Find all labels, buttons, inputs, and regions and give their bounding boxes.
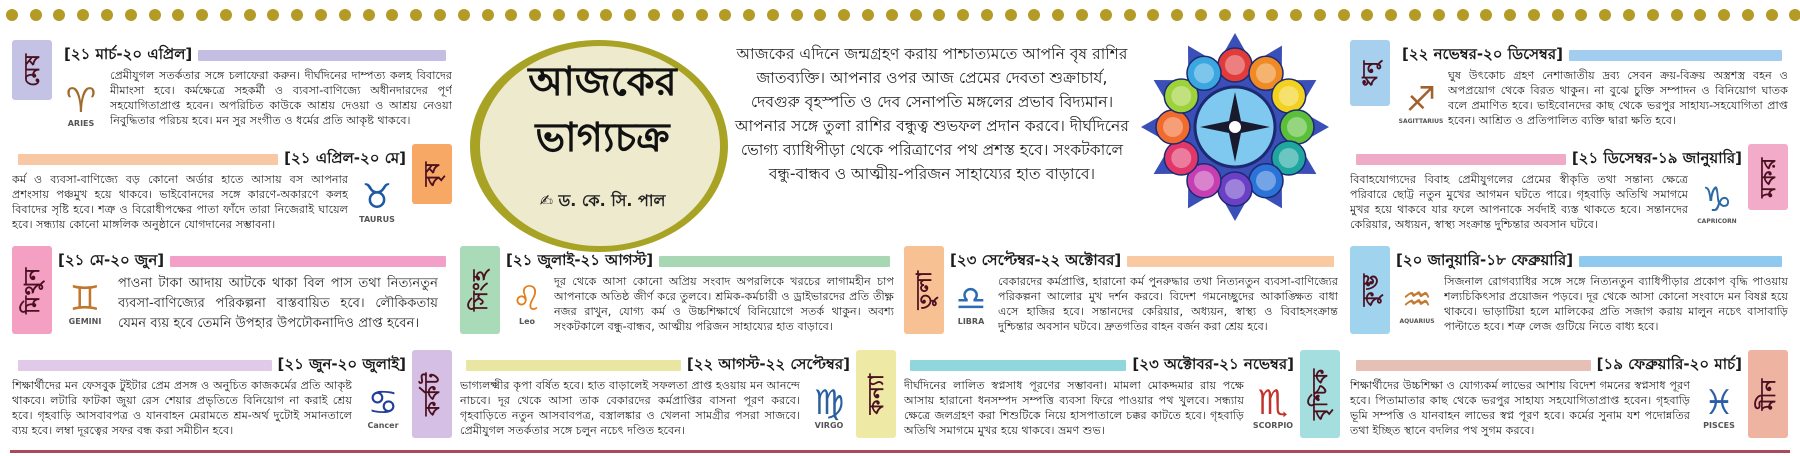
sign-card-karkat <box>12 350 452 442</box>
sign-name: কুম্ভ <box>1357 273 1382 307</box>
author-line <box>500 188 705 215</box>
dotted-border-top <box>0 6 1800 22</box>
border-dot <box>1385 9 1397 21</box>
sign-name: মিথুন <box>19 266 44 314</box>
sign-tab-kanya <box>856 350 896 438</box>
sign-tab-mesh <box>12 40 52 100</box>
wheel-sign-glyph <box>1279 148 1299 168</box>
sign-header <box>12 148 406 170</box>
border-dot <box>1766 9 1778 21</box>
sign-tab-meen <box>1748 350 1788 438</box>
sign-card-brish <box>12 144 452 236</box>
sign-card-mesh <box>12 40 452 132</box>
sign-name: বৃষ <box>419 161 444 187</box>
sign-card-dhanu <box>1350 40 1788 132</box>
border-dot <box>386 9 398 21</box>
sign-name: মেষ <box>19 53 44 87</box>
sign-tab-makar <box>1748 144 1788 210</box>
sign-text: ভাগ্যলক্ষ্মীর কৃপা বর্ষিত হবে। হাত বাড়ালেই সফলতা প্রাপ্ত হওয়ায় মন আনন্দে নাচবে। দূর থেকে আসা তাক বেকারদের কর্মপ্রাপ্তির বাসনা পূরণ করবে। গৃহবাড়িতে নতুন আসবাবপত্র, বস্ত্রালঙ্কার ও খেলনা সামগ্রীর পসরা সাজবে। প্রেমীযুগল সতর্কতার সঙ্গে চলুন নচেৎ দণ্ডিত হবেন। <box>460 379 800 437</box>
sagittarius-icon: ♐ SAGITTARIUS <box>1398 79 1444 125</box>
sign-text: সিজনাল রোগব্যাধির সঙ্গে সঙ্গে নিত্যনতুন ব্যাধিপীড়ার প্রকোপ বৃদ্ধি পাওয়ায় শল্যচিকিৎসার প্রয়োজন পড়বে। দূর থেকে আসা কোনো সংবাদে মন বিষণ্ণ হয়ে থাকবে। ভাড়াটিয়া হলে মালিকের প্রতি সজাগ করায় মালুন নচেৎ বাসাবাড়ি পাল্টাতে হবে। শত্রু লেজ গুটিয়ে নিতে বাধ্য হবে। <box>1444 275 1788 333</box>
sign-text: পাওনা টাকা আদায় আটকে থাকা বিল পাস তথা নিত্যনতুন ব্যবসা-বাণিজ্যের পরিকল্পনা বাস্তবায়িত হবে। লৌকিকতায় যেমন ব্যয় হবে তেমনি উপহার উপঢৌকনাদিও প্রাপ্ত হবেন। <box>118 276 438 331</box>
border-dot <box>767 9 779 21</box>
leo-icon: ♌ Leo <box>511 278 543 326</box>
sign-card-tula <box>904 246 1340 338</box>
author-name: ড. কে. সি. পাল <box>558 191 666 210</box>
sign-date-range: [২১ জুলাই-২১ আগস্ট] <box>506 250 654 269</box>
header-bar <box>198 50 446 61</box>
border-dot <box>1789 9 1800 21</box>
border-dot <box>1219 9 1231 21</box>
border-dot <box>1742 9 1754 21</box>
border-dot <box>791 9 803 21</box>
sign-card-brishchik <box>904 350 1340 442</box>
sign-date-range: [২০ জানুয়ারি-১৮ ফেব্রুয়ারি] <box>1396 250 1574 269</box>
border-dot <box>315 9 327 21</box>
wheel-sign-glyph <box>1194 63 1214 83</box>
border-dot <box>1694 9 1706 21</box>
sign-name: তুলা <box>911 270 936 310</box>
border-dot <box>482 9 494 21</box>
border-dot <box>910 9 922 21</box>
sign-name: মীন <box>1755 377 1780 411</box>
border-dot <box>172 9 184 21</box>
wheel-sign-glyph <box>1287 117 1307 137</box>
page-title: আজকের ভাগ্যচক্র <box>528 58 677 161</box>
border-dot <box>1552 9 1564 21</box>
wheel-sign-glyph <box>1171 148 1191 168</box>
bottom-rule <box>10 450 1790 453</box>
wheel-hub <box>1229 121 1241 133</box>
sign-name: বৃশ্চিক <box>1307 367 1332 421</box>
sign-text: কর্ম ও ব্যবসা-বাণিজ্যে বড় কোনো অর্ডার হাতে আসায় বস আপনার প্রশংসায় পঞ্চমুখ হয়ে থাকবে। ভাইবোনদের সঙ্গে কারণে-অকারণে কলহ বিবাদের সৃষ্টি হবে। শত্রু ও বিরোধীপক্ষের পাতা ফাঁদে তারা নিজেরাই ঘায়েল হবে। সন্ধ্যায় কোনো মাঙ্গলিক অনুষ্ঠানে যোগদানের সম্ভাবনা। <box>12 173 348 231</box>
border-dot <box>1575 9 1587 21</box>
pen-icon: ✍ <box>539 191 553 210</box>
header-bar <box>659 256 890 267</box>
sign-name: মকর <box>1755 156 1780 198</box>
header-bar <box>1569 50 1782 61</box>
taurus-icon: ♉ TAURUS <box>359 176 395 224</box>
sign-name: ধনু <box>1357 59 1382 87</box>
sign-text: দীর্ঘদিনের লালিত স্বপ্নসাধ পূরণের সম্ভাবনা। মামলা মোকদ্দমার রায় পক্ষে আসায় হারানো ধনসম্পদ সম্পত্তি ব্যবসা ফিরে পাওয়ার পথ খুলবে। সন্ধ্যায় ক্ষেত্রে জলগ্রহণ করা শিশুটিকে নিয়ে হাসপাতালে চক্কর কাটতে হবে। গৃহবাড়ি অতিথি সমাগমে মুখর হয়ে থাকবে। ভ্রমণ শুভ। <box>904 379 1244 437</box>
wheel-sign-glyph <box>1225 55 1245 75</box>
border-dot <box>196 9 208 21</box>
sign-text: বেকারদের কর্মপ্রাপ্তি, হারানো কর্ম পুনরুদ্ধার তথা নিত্যনতুন ব্যবসা-বাণিজ্যের পরিকল্পনা আলোর মুখ দর্শন করবে। বিদেশ গমনেচ্ছুদের আকাঙ্ক্ষিত বাধা এসে হাজির হবে। সন্তানদের কেরিয়ার, অধ্যয়ন, স্বাস্থ্য ও বিবাহসংক্রান্ত দুশ্চিন্তার অবসান ঘটবে। দ্রুতগতির বাহন বর্জন করা শ্রেয় হবে। <box>998 275 1338 333</box>
border-dot <box>981 9 993 21</box>
pisces-icon: ♓ PISCES <box>1703 382 1735 430</box>
gemini-icon: ♊ GEMINI <box>68 278 102 326</box>
sign-card-makar <box>1350 144 1788 236</box>
border-dot <box>291 9 303 21</box>
sign-tab-brish <box>412 144 452 204</box>
border-dot <box>1052 9 1064 21</box>
header-bar <box>910 360 1126 371</box>
sign-card-singha <box>460 246 896 338</box>
border-dot <box>363 9 375 21</box>
header-bar <box>170 256 446 267</box>
sign-card-meen <box>1350 350 1788 442</box>
border-dot <box>1480 9 1492 21</box>
border-dot <box>648 9 660 21</box>
border-dot <box>125 9 137 21</box>
sign-tab-mithun <box>12 246 52 334</box>
sign-tab-singha <box>460 246 500 334</box>
sign-header <box>12 354 406 376</box>
border-dot <box>1195 9 1207 21</box>
border-dot <box>458 9 470 21</box>
sign-card-kanya <box>460 350 896 442</box>
sign-card-mithun <box>12 246 452 338</box>
wheel-sign-glyph <box>1256 171 1276 191</box>
wheel-sign-glyph <box>1194 171 1214 191</box>
title-badge <box>470 40 728 252</box>
sign-header <box>1350 354 1742 376</box>
border-dot <box>1266 9 1278 21</box>
border-dot <box>553 9 565 21</box>
wheel-sign-glyph <box>1256 63 1276 83</box>
border-dot <box>244 9 256 21</box>
header-bar <box>18 154 278 165</box>
border-dot <box>600 9 612 21</box>
sign-card-kumbha <box>1350 246 1788 338</box>
sign-date-range: [২৩ সেপ্টেম্বর-২২ অক্টোবর] <box>950 250 1122 269</box>
border-dot <box>672 9 684 21</box>
sign-text: শিক্ষার্থীদের উচ্চশিক্ষা ও যোগ্যকর্ম লাভের আশায় বিদেশ গমনের স্বপ্নসাধ পূরণ হবে। পিতামাতার কাছ থেকে ভরপুর সাহায্য সহযোগিতাপ্রাপ্ত হবেন। গৃহবাড়ি ভূমি সম্পত্তি ও যানবাহন লাভের স্বপ্ন পূরণ হবে। কর্মের সুনাম যশ পদোন্নতির তথা ইচ্ছিত স্থানে বদলির পথ সুগম করবে। <box>1350 379 1690 437</box>
border-dot <box>838 9 850 21</box>
border-dot <box>1504 9 1516 21</box>
sign-text: ঘুষ উৎকোচ গ্রহণ নেশাজাতীয় দ্রব্য সেবন ক্রয়-বিক্রয় অস্ত্রশস্ত্র বহন ও অপপ্রয়োগ থেকে বিরত থাকুন। না বুঝে চুক্তি সম্পাদন ও বিনিয়োগ ঘাতক বলে প্রমাণিত হবে। ভাইবোনদের কাছ থেকে ভরপুর সাহায্য-সহযোগিতা প্রাপ্ত হবেন। আশ্রিত ও প্রতিপালিত ব্যক্তি দ্বারা ক্ষতি হবে। <box>1448 69 1788 127</box>
border-dot <box>1338 9 1350 21</box>
border-dot <box>220 9 232 21</box>
border-dot <box>1076 9 1088 21</box>
border-dot <box>339 9 351 21</box>
wheel-sign-glyph <box>1279 86 1299 106</box>
border-dot <box>577 9 589 21</box>
sign-name: সিংহ <box>467 269 492 311</box>
header-bar <box>1356 360 1591 371</box>
aries-icon: ♈ ARIES <box>65 80 97 128</box>
sign-date-range: [২২ নভেম্বর-২০ ডিসেম্বর] <box>1402 44 1563 63</box>
border-dot <box>862 9 874 21</box>
sign-name: কর্কট <box>419 372 444 416</box>
sign-date-range: [১৯ ফেব্রুয়ারি-২০ মার্চ] <box>1596 354 1742 373</box>
border-dot <box>6 9 18 21</box>
border-dot <box>1290 9 1302 21</box>
intro-text: আজকের এদিনে জন্মগ্রহণ করায় পাশ্চাত্যমতে আপনি বৃষ রাশির জাতব্যক্তি। আপনার ওপর আজ প্রেমের দেবতা শুক্রাচার্য, দেবগুরু বৃহস্পতি ও দেব সেনাপতি মঙ্গলের প্রভাব বিদ্যমান। আপনার সঙ্গে তুলা রাশির বন্ধুত্ব শুভফল প্রদান করবে। দীর্ঘদিনের ভোগ্য ব্যাধিপীড়া থেকে পরিত্রাণের পথ প্রশস্ত হবে। সংকটকালে বন্ধু-বান্ধব ও আত্মীয়-পরিজন সাহায্যের হাত বাড়াবে। <box>735 45 1129 183</box>
border-dot <box>267 9 279 21</box>
border-dot <box>434 9 446 21</box>
sign-text: শিক্ষার্থীদের মন ফেসবুক টুইটার প্রেম প্রসঙ্গ ও অনুচিত কাজকর্মের প্রতি আকৃষ্ট থাকবে। লটারি ফাটকা জুয়া রেস শেয়ার প্রভৃতিতে বিনিয়োগ না করাই শ্রেয় হবে। গৃহবাড়ি আসবাবপত্র ও যানবাহন মেরামতে শ্রম-অর্থ দুটোই সমানতালে ব্যয় হবে। লম্বা দূরত্বের সফর বন্ধ করা সমীচীন হবে। <box>12 379 352 437</box>
sign-header <box>1350 148 1742 170</box>
capricorn-icon: ♑ CAPRICORN <box>1697 179 1737 225</box>
border-dot <box>1243 9 1255 21</box>
sign-date-range: [২১ জুন-২০ জুলাই] <box>277 354 406 373</box>
border-dot <box>696 9 708 21</box>
border-dot <box>719 9 731 21</box>
border-dot <box>1100 9 1112 21</box>
border-dot <box>529 9 541 21</box>
wheel-sign-glyph <box>1171 86 1191 106</box>
aquarius-icon: ♒ AQUARIUS <box>1399 279 1435 325</box>
border-dot <box>933 9 945 21</box>
sign-tab-kumbha <box>1350 246 1390 334</box>
border-dot <box>1433 9 1445 21</box>
sign-date-range: [২৩ অক্টোবর-২১ নভেম্বর] <box>1132 354 1294 373</box>
virgo-icon: ♍ VIRGO <box>813 382 845 430</box>
border-dot <box>1457 9 1469 21</box>
border-dot <box>957 9 969 21</box>
border-dot <box>77 9 89 21</box>
sign-tab-dhanu <box>1350 40 1390 106</box>
wheel-sign-glyph <box>1225 179 1245 199</box>
sign-header <box>1402 44 1788 66</box>
header-bar <box>1127 256 1334 267</box>
border-dot <box>1623 9 1635 21</box>
border-dot <box>1528 9 1540 21</box>
sign-tab-brishchik <box>1300 350 1340 438</box>
sign-header <box>58 250 452 272</box>
sign-text: প্রেমীযুগল সতর্কতার সঙ্গে চলাফেরা করুন। দীর্ঘদিনের দাম্পত্য কলহ বিবাদের মীমাংসা হবে। কর্মক্ষেত্রে সহকর্মী ও ব্যবসা-বাণিজ্যে অধীনদারদের পূর্ণ সহযোগিতাপ্রাপ্ত হবেন। অপরিচিত কাউকে আশ্রয় দেওয়া ও আশ্রয় নেওয়া নিবুদ্ধিতার পরিচয় হবে। মন সুর সংগীত ও ধর্মের প্রতি আকৃষ্ট থাকবে। <box>110 69 452 127</box>
border-dot <box>1171 9 1183 21</box>
border-dot <box>101 9 113 21</box>
header-bar <box>466 360 681 371</box>
sign-tab-tula <box>904 246 944 334</box>
border-dot <box>1361 9 1373 21</box>
border-dot <box>410 9 422 21</box>
border-dot <box>1671 9 1683 21</box>
border-dot <box>30 9 42 21</box>
sign-text: দূর থেকে আসা কোনো অপ্রিয় সংবাদ অপরলিকে খরচের লাগামহীন চাপ আপনাকে অতিষ্ঠ জীর্ণ করে তুলবে। শ্রমিক-কর্মচারী ও ড্রাইভারদের প্রতি তীক্ষ্ণ নজর রাখুন, যোগ্য কর্ম ও উচ্চশিক্ষার্থে বিনিয়োগে সতর্ক থাকুন। অবশ্য সংকটকালে বন্ধু-বান্ধব, আত্মীয় পরিজন সাহায্যের হাত বাড়াবে। <box>554 275 894 333</box>
border-dot <box>743 9 755 21</box>
sign-header <box>904 354 1294 376</box>
border-dot <box>886 9 898 21</box>
sign-header <box>950 250 1340 272</box>
header-bar <box>18 360 272 371</box>
sign-date-range: [২১ মে-২০ জুন] <box>58 250 165 269</box>
border-dot <box>1314 9 1326 21</box>
border-dot <box>624 9 636 21</box>
sign-date-range: [২১ ডিসেম্বর-১৯ জানুয়ারি] <box>1571 148 1742 167</box>
sign-date-range: [২১ মার্চ-২০ এপ্রিল] <box>64 44 193 63</box>
sign-date-range: [২২ আগস্ট-২২ সেপ্টেম্বর] <box>686 354 850 373</box>
border-dot <box>1028 9 1040 21</box>
border-dot <box>1005 9 1017 21</box>
sign-header <box>1396 250 1788 272</box>
border-dot <box>53 9 65 21</box>
libra-icon: ♎ LIBRA <box>955 278 987 326</box>
cancer-icon: ♋ Cancer <box>367 382 399 430</box>
border-dot <box>1409 9 1421 21</box>
border-dot <box>505 9 517 21</box>
border-dot <box>814 9 826 21</box>
border-dot <box>1147 9 1159 21</box>
sign-text: বিবাহযোগ্যদের বিবাহ প্রেমীযুগলের প্রেমের স্বীকৃতি তথা সন্তান্য ক্ষেত্রে পরিবারে ছোট্ট নতুন মুখের আগমন ঘটতে পারে। গৃহবাড়ি অতিথি সমাগমে মুখর হয়ে থাকবে যার ফলে আপনাকে সর্বদাই ব্যস্ত থাকতে হবে। সন্তানদের কেরিয়ার, অধ্যয়ন, স্বাস্থ্য সংক্রান্ত দুশ্চিন্তার অবসান ঘটবে। <box>1350 173 1688 231</box>
border-dot <box>1718 9 1730 21</box>
sign-date-range: [২১ এপ্রিল-২০ মে] <box>284 148 406 167</box>
sign-header <box>460 354 850 376</box>
sign-name: কন্যা <box>863 373 888 415</box>
scorpio-icon: ♏ SCORPIO <box>1252 382 1294 430</box>
wheel-sign-glyph <box>1163 117 1183 137</box>
border-dot <box>1124 9 1136 21</box>
border-dot <box>1647 9 1659 21</box>
sign-tab-karkat <box>412 350 452 438</box>
border-dot <box>1599 9 1611 21</box>
header-bar <box>1579 256 1782 267</box>
zodiac-wheel-image <box>1140 32 1330 222</box>
border-dot <box>149 9 161 21</box>
sign-header <box>506 250 896 272</box>
header-bar <box>1356 154 1566 165</box>
sign-header <box>64 44 452 66</box>
